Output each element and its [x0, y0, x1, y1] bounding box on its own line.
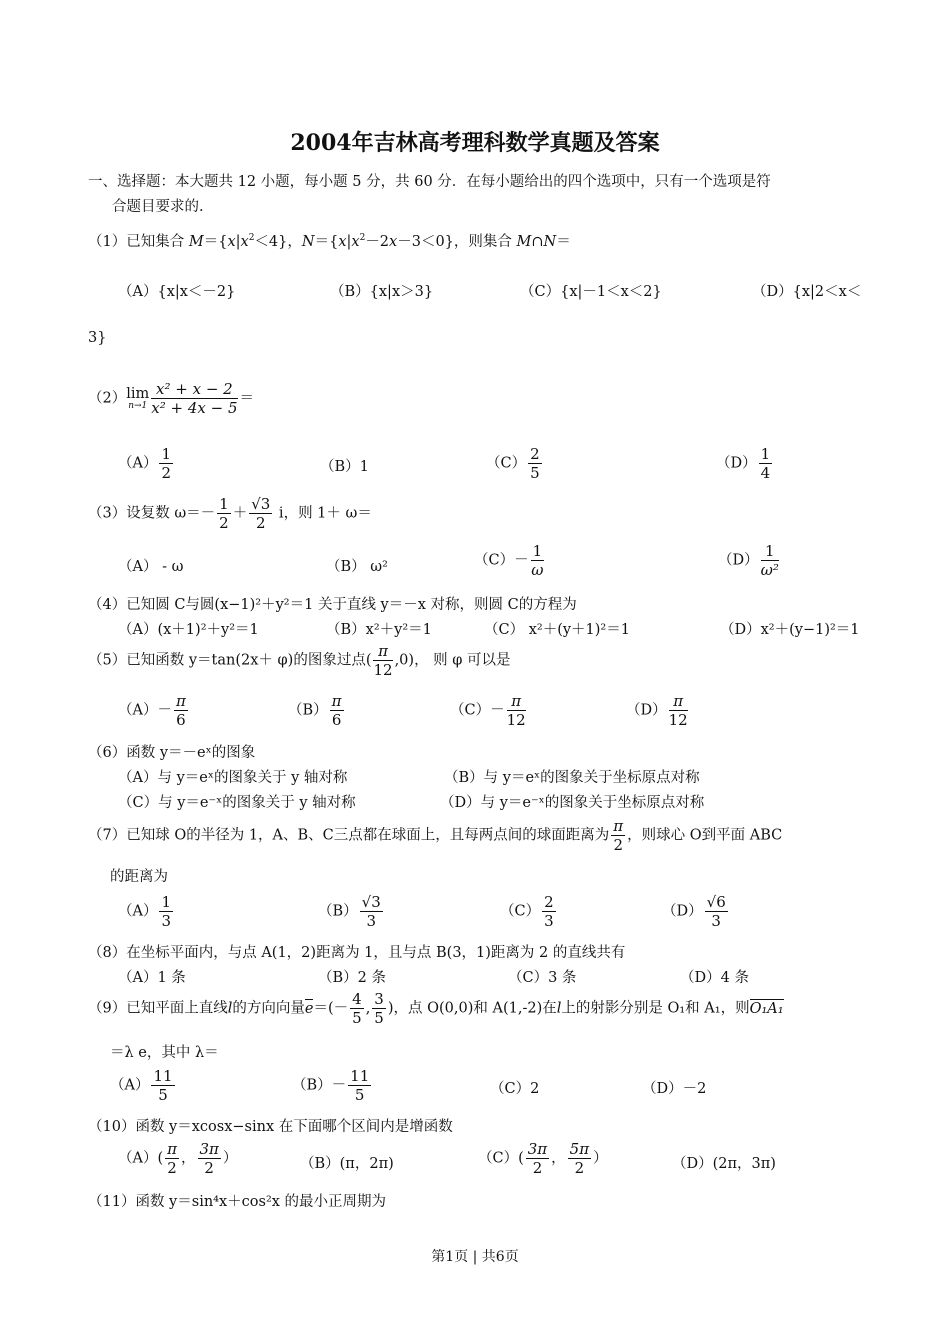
question-4-stem: （4）已知圆 C与圆(x−1)²＋y²＝1 关于直线 y＝－x 对称，则圆 C的方程为 — [88, 597, 577, 613]
question-8-stem: （8）在坐标平面内，与点 A(1，2)距离为 1，且与点 B(3，1)距离为 2 的直线共有 — [88, 945, 626, 961]
question-8-option-a: （A）1 条 — [118, 970, 186, 986]
question-1-option-b: （B）{x|x＞3} — [330, 284, 434, 300]
question-1-option-a: （A）{x|x＜－2} — [118, 284, 236, 300]
question-10-option-c: （C）( $\frac{3\pi}{2}$ ， $\frac{5\pi}{2}$ ） — [478, 1140, 608, 1177]
question-3-option-a: （A） - ω — [118, 559, 184, 575]
question-4-option-b: （B）x²＋y²＝1 — [326, 622, 432, 638]
question-3-option-b: （B） ω² — [326, 559, 388, 575]
question-9-stem: （9）已知平面上直线l的方向向量e＝(－ $\frac{4}{5}$ , $\frac{3}{5}$ )，点 O(0,0)和 A(1,-2)在l上的射影分别是 O₁和 A₁，则O₁A₁ — [88, 990, 784, 1027]
question-5-option-b: （B） $\frac{\pi}{6}$ — [288, 692, 342, 729]
question-5-option-d: （D） $\frac{\pi}{12}$ — [626, 692, 688, 729]
question-9-option-a: （A） $\frac{11}{5}$ — [110, 1067, 173, 1104]
question-9-option-b: （B）－ $\frac{11}{5}$ — [292, 1067, 370, 1104]
question-1-option-d-cont: 3} — [88, 330, 107, 346]
question-11-stem: （11）函数 y＝sin⁴x＋cos²x 的最小正周期为 — [88, 1194, 387, 1210]
question-6-option-b: （B）与 y＝eˣ的图象关于坐标原点对称 — [444, 770, 700, 786]
question-5-option-c: （C）－ $\frac{\pi}{12}$ — [450, 692, 526, 729]
question-7-stem: （7）已知球 O的半径为 1，A、B、C三点都在球面上，且每两点间的球面距离为 $\frac{\pi}{2}$ ，则球心 O到平面 ABC — [88, 817, 783, 854]
question-9-option-d: （D）－2 — [642, 1081, 707, 1097]
question-2-stem: （2）lim n→1 $\frac{\text{x² + x − 2}}{\text{x² + 4x − 5}}$ ＝ — [88, 380, 254, 417]
question-10-option-a: （A）( $\frac{\pi}{2}$ ， $\frac{3\pi}{2}$ ） — [118, 1140, 238, 1177]
question-10-option-d: （D）(2π，3π) — [672, 1156, 776, 1172]
question-6-option-c: （C）与 y＝e⁻ˣ的图象关于 y 轴对称 — [118, 795, 356, 811]
question-1-option-d: （D）{x|2＜x＜ — [752, 284, 862, 300]
question-2-option-b: （B）1 — [320, 459, 369, 475]
question-10-stem: （10）函数 y＝xcosx−sinx 在下面哪个区间内是增函数 — [88, 1119, 453, 1135]
question-7-option-b: （B） $\frac{√3}{3}$ — [318, 893, 381, 930]
question-7-option-d: （D） $\frac{√6}{3}$ — [662, 893, 726, 930]
question-8-option-d: （D）4 条 — [680, 970, 749, 986]
section-intro-line1: 一、选择题：本大题共 12 小题，每小题 5 分，共 60 分．在每小题给出的四个选项中，只有一个选项是符 — [88, 174, 771, 190]
question-4-option-c: （C） x²＋(y＋1)²＝1 — [484, 622, 630, 638]
question-2-option-a: （A） $\frac{1}{2}$ — [118, 445, 172, 482]
section-intro-line2: 合题目要求的. — [112, 199, 204, 215]
question-2-option-c: （C） $\frac{2}{5}$ — [486, 445, 540, 482]
question-5-stem: （5）已知函数 y＝tan(2x＋ φ)的图象过点( $\frac{\pi}{12}$ ,0)， 则 φ 可以是 — [88, 642, 511, 679]
page-footer: 第1页 | 共6页 — [431, 1249, 519, 1265]
question-8-option-c: （C）3 条 — [508, 970, 577, 986]
question-1-stem: （1）已知集合 $M=\{x|x^2<4\}$，$N=\{x|x^2-2x-3<0\}$，则集合 M∩N＝ — [88, 233, 571, 250]
question-9-stem-cont: ＝λ e，其中 λ＝ — [110, 1045, 219, 1061]
question-1-option-c: （C）{x|－1＜x＜2} — [520, 284, 662, 300]
question-3-stem: （3）设复数 ω＝－ $\frac{1}{2}$ ＋ $\frac{√3}{2}$ i，则 1＋ ω＝ — [88, 495, 372, 532]
question-5-option-a: （A）－ $\frac{\pi}{6}$ — [118, 692, 186, 729]
question-7-stem-cont: 的距离为 — [110, 869, 168, 885]
question-2-option-d: （D） $\frac{1}{4}$ — [716, 445, 771, 482]
question-3-option-d: （D） $\frac{1}{\text{ω²}}$ — [718, 542, 779, 579]
page-title: 2004年吉林高考理科数学真题及答案 — [290, 130, 660, 156]
question-7-option-a: （A） $\frac{1}{3}$ — [118, 893, 172, 930]
question-6-option-a: （A）与 y＝eˣ的图象关于 y 轴对称 — [118, 770, 348, 786]
question-10-option-b: （B）(π，2π) — [300, 1156, 394, 1172]
question-9-option-c: （C）2 — [490, 1081, 540, 1097]
question-3-option-c: （C）－ $\frac{1}{\omega}$ — [474, 542, 544, 579]
question-6-stem: （6）函数 y＝－eˣ的图象 — [88, 745, 256, 761]
question-7-option-c: （C） $\frac{2}{3}$ — [500, 893, 554, 930]
question-6-option-d: （D）与 y＝e⁻ˣ的图象关于坐标原点对称 — [440, 795, 705, 811]
question-8-option-b: （B）2 条 — [318, 970, 386, 986]
question-4-option-d: （D）x²＋(y−1)²＝1 — [720, 622, 860, 638]
question-4-option-a: （A）(x＋1)²＋y²＝1 — [118, 622, 259, 638]
